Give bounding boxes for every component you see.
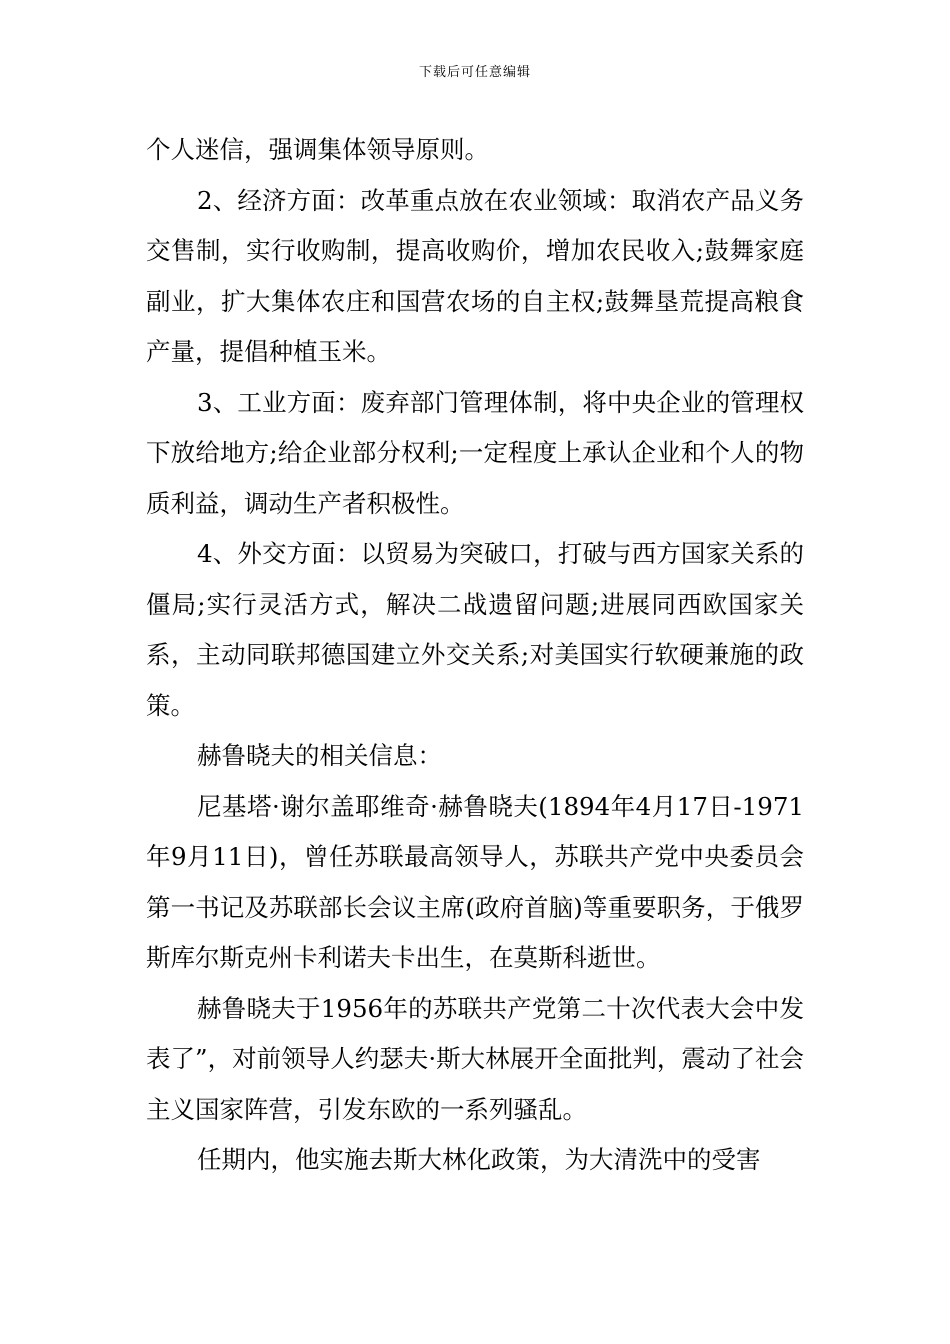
paragraph-biography: 尼基塔·谢尔盖耶维奇·赫鲁晓夫(1894年4月17日-1971年9月11日)，曾任苏联最高领导人，苏联共产党中央委员会第一书记及苏联部长会议主席(政府首脑)等重要职务，于俄罗斯库尔斯克州卡利诺夫卡出生，在莫斯科逝世。 bbox=[146, 791, 804, 972]
paragraph-economy: 2、经济方面：改革重点放在农业领域：取消农产品义务交售制，实行收购制，提高收购价，增加农民收入;鼓舞家庭副业，扩大集体农庄和国营农场的自主权;鼓舞垦荒提高粮食产量，提倡种植玉米。 bbox=[146, 185, 804, 366]
document-body bbox=[146, 125, 804, 1186]
paragraph-twentieth-congress: 赫鲁晓夫于1956年的苏联共产党第二十次代表大会中发表了”，对前领导人约瑟夫·斯大林展开全面批判，震动了社会主义国家阵营，引发东欧的一系列骚乱。 bbox=[146, 993, 804, 1124]
paragraph-destalinization: 任期内，他实施去斯大林化政策，为大清洗中的受害 bbox=[197, 1145, 761, 1174]
paragraph-diplomacy: 4、外交方面：以贸易为突破口，打破与西方国家关系的僵局;实行灵活方式，解决二战遗留问题;进展同西欧国家关系，主动同联邦德国建立外交关系;对美国实行软硬兼施的政策。 bbox=[146, 539, 804, 720]
paragraph-info-heading: 赫鲁晓夫的相关信息： bbox=[197, 741, 442, 770]
paragraph-industry: 3、工业方面：废弃部门管理体制，将中央企业的管理权下放给地方;给企业部分权利;一定程度上承认企业和个人的物质利益，调动生产者积极性。 bbox=[146, 387, 804, 518]
paragraph-continuation: 个人迷信，强调集体领导原则。 bbox=[146, 135, 489, 164]
page-header: 下载后可任意编辑 bbox=[418, 65, 531, 80]
